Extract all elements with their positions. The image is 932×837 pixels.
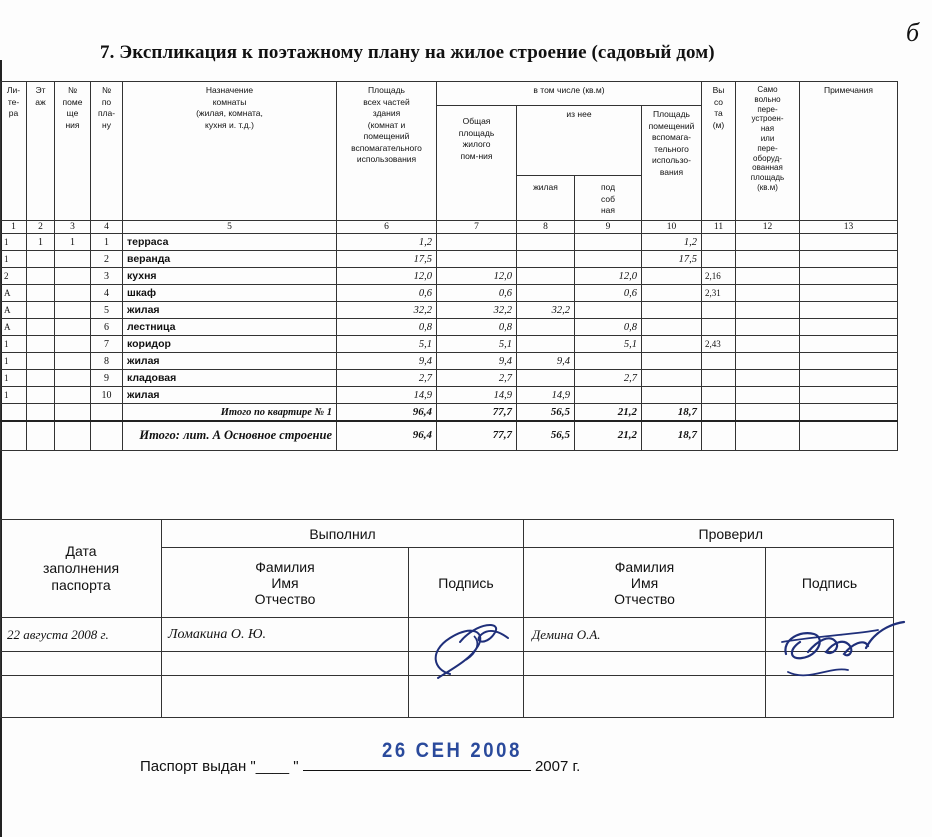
room-utility-area (575, 387, 642, 404)
total-apartment-row (1, 404, 898, 422)
total-apartment-living: 56,5 (517, 404, 575, 422)
room-name: жилая (123, 353, 337, 370)
column-number: 7 (437, 221, 517, 234)
room-living-area: 32,2 (517, 302, 575, 319)
room-living-area: 9,4 (517, 353, 575, 370)
total-apartment-common: 77,7 (437, 404, 517, 422)
room-floor (27, 251, 55, 268)
room-total-area: 1,2 (337, 234, 437, 251)
column-number: 5 (123, 221, 337, 234)
room-utility-area: 2,7 (575, 370, 642, 387)
room-floor (27, 285, 55, 302)
room-height: 2,43 (702, 336, 736, 353)
checker-signature-header: Подпись (766, 548, 894, 618)
total-building-row (1, 421, 898, 450)
room-floor: 1 (27, 234, 55, 251)
room-auxiliary-area (642, 336, 702, 353)
room-total-area: 5,1 (337, 336, 437, 353)
header-room-no: № поме ще ния (55, 82, 91, 221)
room-lit: 1 (1, 370, 27, 387)
room-auxiliary-area (642, 285, 702, 302)
table-row (1, 353, 898, 370)
room-floor (27, 387, 55, 404)
room-floor (27, 302, 55, 319)
room-common-area: 0,6 (437, 285, 517, 302)
room-plan-no: 7 (91, 336, 123, 353)
room-plan-no: 4 (91, 285, 123, 302)
table-row (1, 319, 898, 336)
room-floor (27, 319, 55, 336)
room-auxiliary-area (642, 353, 702, 370)
room-living-area (517, 319, 575, 336)
room-plan-no: 6 (91, 319, 123, 336)
room-name: жилая (123, 302, 337, 319)
room-plan-no: 3 (91, 268, 123, 285)
room-utility-area (575, 302, 642, 319)
room-total-area: 2,7 (337, 370, 437, 387)
room-height (702, 387, 736, 404)
column-number: 1 (1, 221, 27, 234)
room-floor (27, 268, 55, 285)
room-auxiliary-area (642, 268, 702, 285)
page-title: 7. Экспликация к поэтажному плану на жилое строение (садовый дом) (100, 42, 715, 63)
total-building-vspom: 18,7 (642, 421, 702, 450)
room-plan-no: 5 (91, 302, 123, 319)
total-building-aux: 21,2 (575, 421, 642, 450)
total-apartment-total: 96,4 (337, 404, 437, 422)
room-pom (55, 336, 91, 353)
room-living-area (517, 336, 575, 353)
room-living-area (517, 251, 575, 268)
table-body (1, 234, 898, 404)
column-number: 10 (642, 221, 702, 234)
room-pom (55, 285, 91, 302)
room-name: жилая (123, 387, 337, 404)
room-name: шкаф (123, 285, 337, 302)
room-lit: 1 (1, 251, 27, 268)
header-plan-no: № по пла- ну (91, 82, 123, 221)
room-common-area (437, 234, 517, 251)
room-name: кухня (123, 268, 337, 285)
header-common-area: Общая площадь жилого пом-ния (437, 106, 517, 221)
room-pom (55, 387, 91, 404)
table-row (1, 387, 898, 404)
room-plan-no: 1 (91, 234, 123, 251)
room-name: коридор (123, 336, 337, 353)
column-number: 13 (800, 221, 898, 234)
header-height: Вы со та (м) (702, 82, 736, 221)
room-plan-no: 9 (91, 370, 123, 387)
room-floor (27, 336, 55, 353)
room-height (702, 251, 736, 268)
room-utility-area (575, 251, 642, 268)
room-common-area: 32,2 (437, 302, 517, 319)
room-common-area: 0,8 (437, 319, 517, 336)
room-common-area: 5,1 (437, 336, 517, 353)
date-stamp: 26 СЕН 2008 (382, 739, 523, 762)
room-total-area: 32,2 (337, 302, 437, 319)
room-lit: 1 (1, 353, 27, 370)
room-utility-area (575, 234, 642, 251)
passport-year: 2007 г. (534, 758, 581, 775)
header-unauthorized-area: Само вольно пере- устроен- ная или пере- оборуд- ованная площадь (кв.м) (736, 82, 800, 221)
room-pom (55, 302, 91, 319)
column-number: 2 (27, 221, 55, 234)
room-pom (55, 353, 91, 370)
checker-signature-image (778, 612, 913, 684)
header-lit: Ли- те- ра (1, 82, 27, 221)
room-auxiliary-area (642, 387, 702, 404)
room-height: 2,31 (702, 285, 736, 302)
column-number: 9 (575, 221, 642, 234)
room-lit: А (1, 285, 27, 302)
room-pom (55, 268, 91, 285)
room-name: веранда (123, 251, 337, 268)
column-number: 4 (91, 221, 123, 234)
room-lit: 1 (1, 336, 27, 353)
corner-mark: б (906, 18, 920, 47)
room-auxiliary-area: 1,2 (642, 234, 702, 251)
performer-fio-header: Фамилия Имя Отчество (162, 548, 409, 618)
room-common-area: 14,9 (437, 387, 517, 404)
room-height (702, 302, 736, 319)
column-number: 3 (55, 221, 91, 234)
table-row (1, 268, 898, 285)
room-total-area: 14,9 (337, 387, 437, 404)
room-height (702, 353, 736, 370)
room-pom (55, 319, 91, 336)
header-of-which: из нее (517, 106, 642, 176)
room-living-area (517, 234, 575, 251)
header-purpose: Назначение комнаты (жилая, комната, кухня и. т.д.) (123, 82, 337, 221)
room-height (702, 370, 736, 387)
header-including: в том числе (кв.м) (437, 82, 702, 106)
performer-name: Ломакина О. Ю. (162, 618, 409, 652)
room-name: кладовая (123, 370, 337, 387)
performed-header: Выполнил (162, 520, 524, 548)
room-utility-area: 5,1 (575, 336, 642, 353)
column-number: 11 (702, 221, 736, 234)
room-auxiliary-area (642, 302, 702, 319)
room-total-area: 9,4 (337, 353, 437, 370)
checker-name: Демина О.А. (524, 618, 766, 652)
header-row-1 (1, 82, 898, 106)
table-row (1, 285, 898, 302)
column-number: 6 (337, 221, 437, 234)
checker-fio-header: Фамилия Имя Отчество (524, 548, 766, 618)
passport-issued-label: Паспорт выдан "____ " (140, 758, 303, 775)
room-auxiliary-area: 17,5 (642, 251, 702, 268)
total-apartment-aux: 21,2 (575, 404, 642, 422)
room-floor (27, 370, 55, 387)
room-lit: 1 (1, 234, 27, 251)
room-height (702, 234, 736, 251)
header-total-area: Площадь всех частей здания (комнат и помещений вспомагательного использования (337, 82, 437, 221)
room-height: 2,16 (702, 268, 736, 285)
header-utility: под соб ная (575, 176, 642, 221)
room-lit: А (1, 319, 27, 336)
room-common-area: 9,4 (437, 353, 517, 370)
room-lit: 2 (1, 268, 27, 285)
fill-date: 22 августа 2008 г. (1, 618, 162, 652)
room-living-area (517, 370, 575, 387)
room-name: лестница (123, 319, 337, 336)
room-pom (55, 251, 91, 268)
room-living-area (517, 268, 575, 285)
table-row (1, 234, 898, 251)
total-building-common: 77,7 (437, 421, 517, 450)
total-building-total: 96,4 (337, 421, 437, 450)
room-utility-area: 0,8 (575, 319, 642, 336)
room-auxiliary-area (642, 370, 702, 387)
column-numbers-row (1, 221, 898, 234)
room-total-area: 0,6 (337, 285, 437, 302)
room-common-area (437, 251, 517, 268)
column-number: 8 (517, 221, 575, 234)
room-total-area: 12,0 (337, 268, 437, 285)
room-plan-no: 8 (91, 353, 123, 370)
date-header: Дата заполнения паспорта (1, 520, 162, 618)
total-apartment-vspom: 18,7 (642, 404, 702, 422)
room-living-area: 14,9 (517, 387, 575, 404)
room-living-area (517, 285, 575, 302)
checked-header: Проверил (524, 520, 894, 548)
performer-signature-header: Подпись (409, 548, 524, 618)
room-name: терраса (123, 234, 337, 251)
room-utility-area (575, 353, 642, 370)
room-floor (27, 353, 55, 370)
explication-table (0, 81, 898, 451)
room-lit: 1 (1, 387, 27, 404)
room-total-area: 17,5 (337, 251, 437, 268)
room-plan-no: 10 (91, 387, 123, 404)
table-row (1, 251, 898, 268)
room-lit: А (1, 302, 27, 319)
room-pom (55, 370, 91, 387)
header-floor: Эт аж (27, 82, 55, 221)
total-apartment-label: Итого по квартире № 1 (123, 404, 337, 422)
header-notes: Примечания (800, 82, 898, 221)
room-plan-no: 2 (91, 251, 123, 268)
table-row (1, 336, 898, 353)
room-utility-area: 12,0 (575, 268, 642, 285)
performer-signature-image (420, 612, 530, 682)
table-row (1, 370, 898, 387)
room-total-area: 0,8 (337, 319, 437, 336)
header-auxiliary-area: Площадь помещений вспомага- тельного использо- вания (642, 106, 702, 221)
room-utility-area: 0,6 (575, 285, 642, 302)
total-building-label: Итого: лит. А Основное строение (123, 421, 337, 450)
total-building-living: 56,5 (517, 421, 575, 450)
room-pom: 1 (55, 234, 91, 251)
column-number: 12 (736, 221, 800, 234)
room-common-area: 12,0 (437, 268, 517, 285)
header-living: жилая (517, 176, 575, 221)
table-row (1, 302, 898, 319)
room-common-area: 2,7 (437, 370, 517, 387)
room-height (702, 319, 736, 336)
room-auxiliary-area (642, 319, 702, 336)
